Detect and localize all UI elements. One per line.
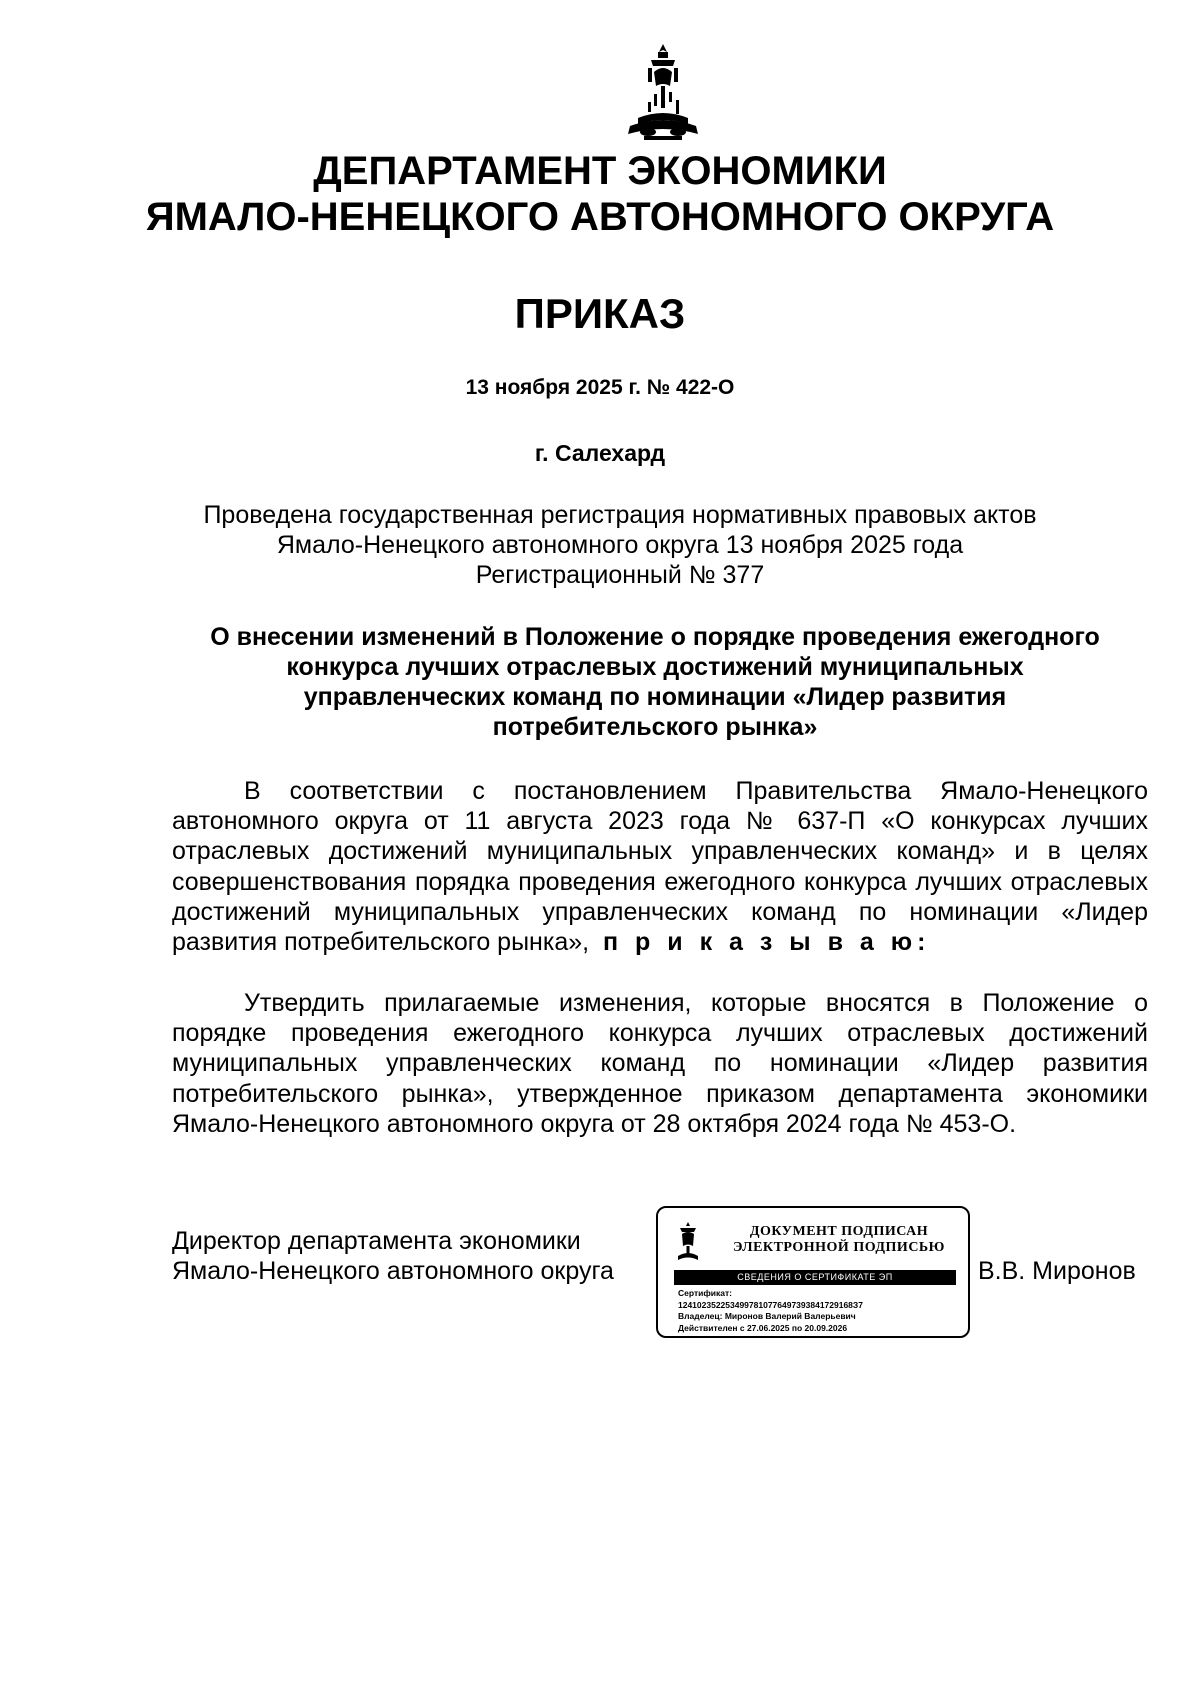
registration-line-1: Проведена государственная регистрация нормативных правовых актов: [203, 501, 1037, 529]
city: г. Салехард: [534, 440, 666, 466]
signer-position-line-1: Директор департамента экономики: [172, 1227, 581, 1255]
order-date-number: 13 ноября 2025 г. № 422-О: [465, 376, 735, 399]
subject-line-4: потребительского рынка»: [492, 713, 818, 741]
stamp-title-line-1: ДОКУМЕНТ ПОДПИСАН: [749, 1224, 929, 1239]
subject-line-3: управленческих команд по номинации «Лидер развития: [303, 683, 1007, 711]
yamal-emblem-icon: [618, 42, 708, 146]
order-subject: [175, 622, 1135, 742]
preamble-paragraph: [172, 776, 1148, 957]
registration-line-3: Регистрационный № 377: [475, 561, 765, 589]
preamble-text: В соответствии с постановлением Правительства Ямало-Ненецкого автономного округа от 11 августа 2023 года № 637-П «О конкурсах лучших отраслевых достижений муниципальных управленческих команд» и в целях совершенствования порядка проведения ежегодного конкурса лучших отраслевых достижений муниципальных управленческих команд по номинации «Лидер развития потребительского рынка»,: [172, 777, 1148, 957]
stamp-owner: Владелец: Миронов Валерий Валерьевич: [678, 1311, 856, 1321]
stamp-certificate-label: Сертификат:: [678, 1288, 732, 1298]
signer-position-line-2: Ямало-Ненецкого автономного округа: [172, 1257, 614, 1285]
order-title: ПРИКАЗ: [514, 290, 686, 337]
stamp-title: [714, 1224, 964, 1256]
signer-position: [172, 1226, 652, 1286]
signer-name: В.В. Миронов: [978, 1257, 1136, 1285]
subject-line-2: конкурса лучших отраслевых достижений муниципальных: [286, 653, 1024, 681]
stamp-certificate-bar: СВЕДЕНИЯ О СЕРТИФИКАТЕ ЭП: [674, 1270, 956, 1285]
department-title: [0, 148, 1200, 240]
emblem-icon: [674, 1220, 702, 1264]
department-line-1: ДЕПАРТАМЕНТ ЭКОНОМИКИ: [313, 149, 887, 193]
subject-line-1: О внесении изменений в Положение о порядке проведения ежегодного: [210, 623, 1100, 651]
stamp-title-line-2: ЭЛЕКТРОННОЙ ПОДПИСЬЮ: [733, 1240, 945, 1255]
registration-note: [180, 500, 1060, 590]
electronic-signature-stamp: [656, 1206, 970, 1338]
stamp-validity: Действителен с 27.06.2025 по 20.09.2026: [678, 1322, 848, 1333]
department-line-2: ЯМАЛО-НЕНЕЦКОГО АВТОНОМНОГО ОКРУГА: [145, 195, 1055, 239]
stamp-certificate-number: 1241023522534997810776497393841729168З7: [678, 1299, 863, 1310]
order-word: п р и к а з ы в а ю:: [603, 928, 931, 957]
operative-paragraph: Утвердить прилагаемые изменения, которые вносятся в Положение о порядке проведения ежегодного конкурса лучших отраслевых достижений муниципальных управленческих команд по номинации «Лидер развития потребительского рынка», утвержденное приказом департамента экономики Ямало-Ненецкого автономного округа от 28 октября 2024 года № 453-О.: [172, 989, 1148, 1138]
registration-line-2: Ямало-Ненецкого автономного округа 13 ноября 2025 года: [276, 531, 964, 559]
stamp-details: [678, 1288, 863, 1334]
